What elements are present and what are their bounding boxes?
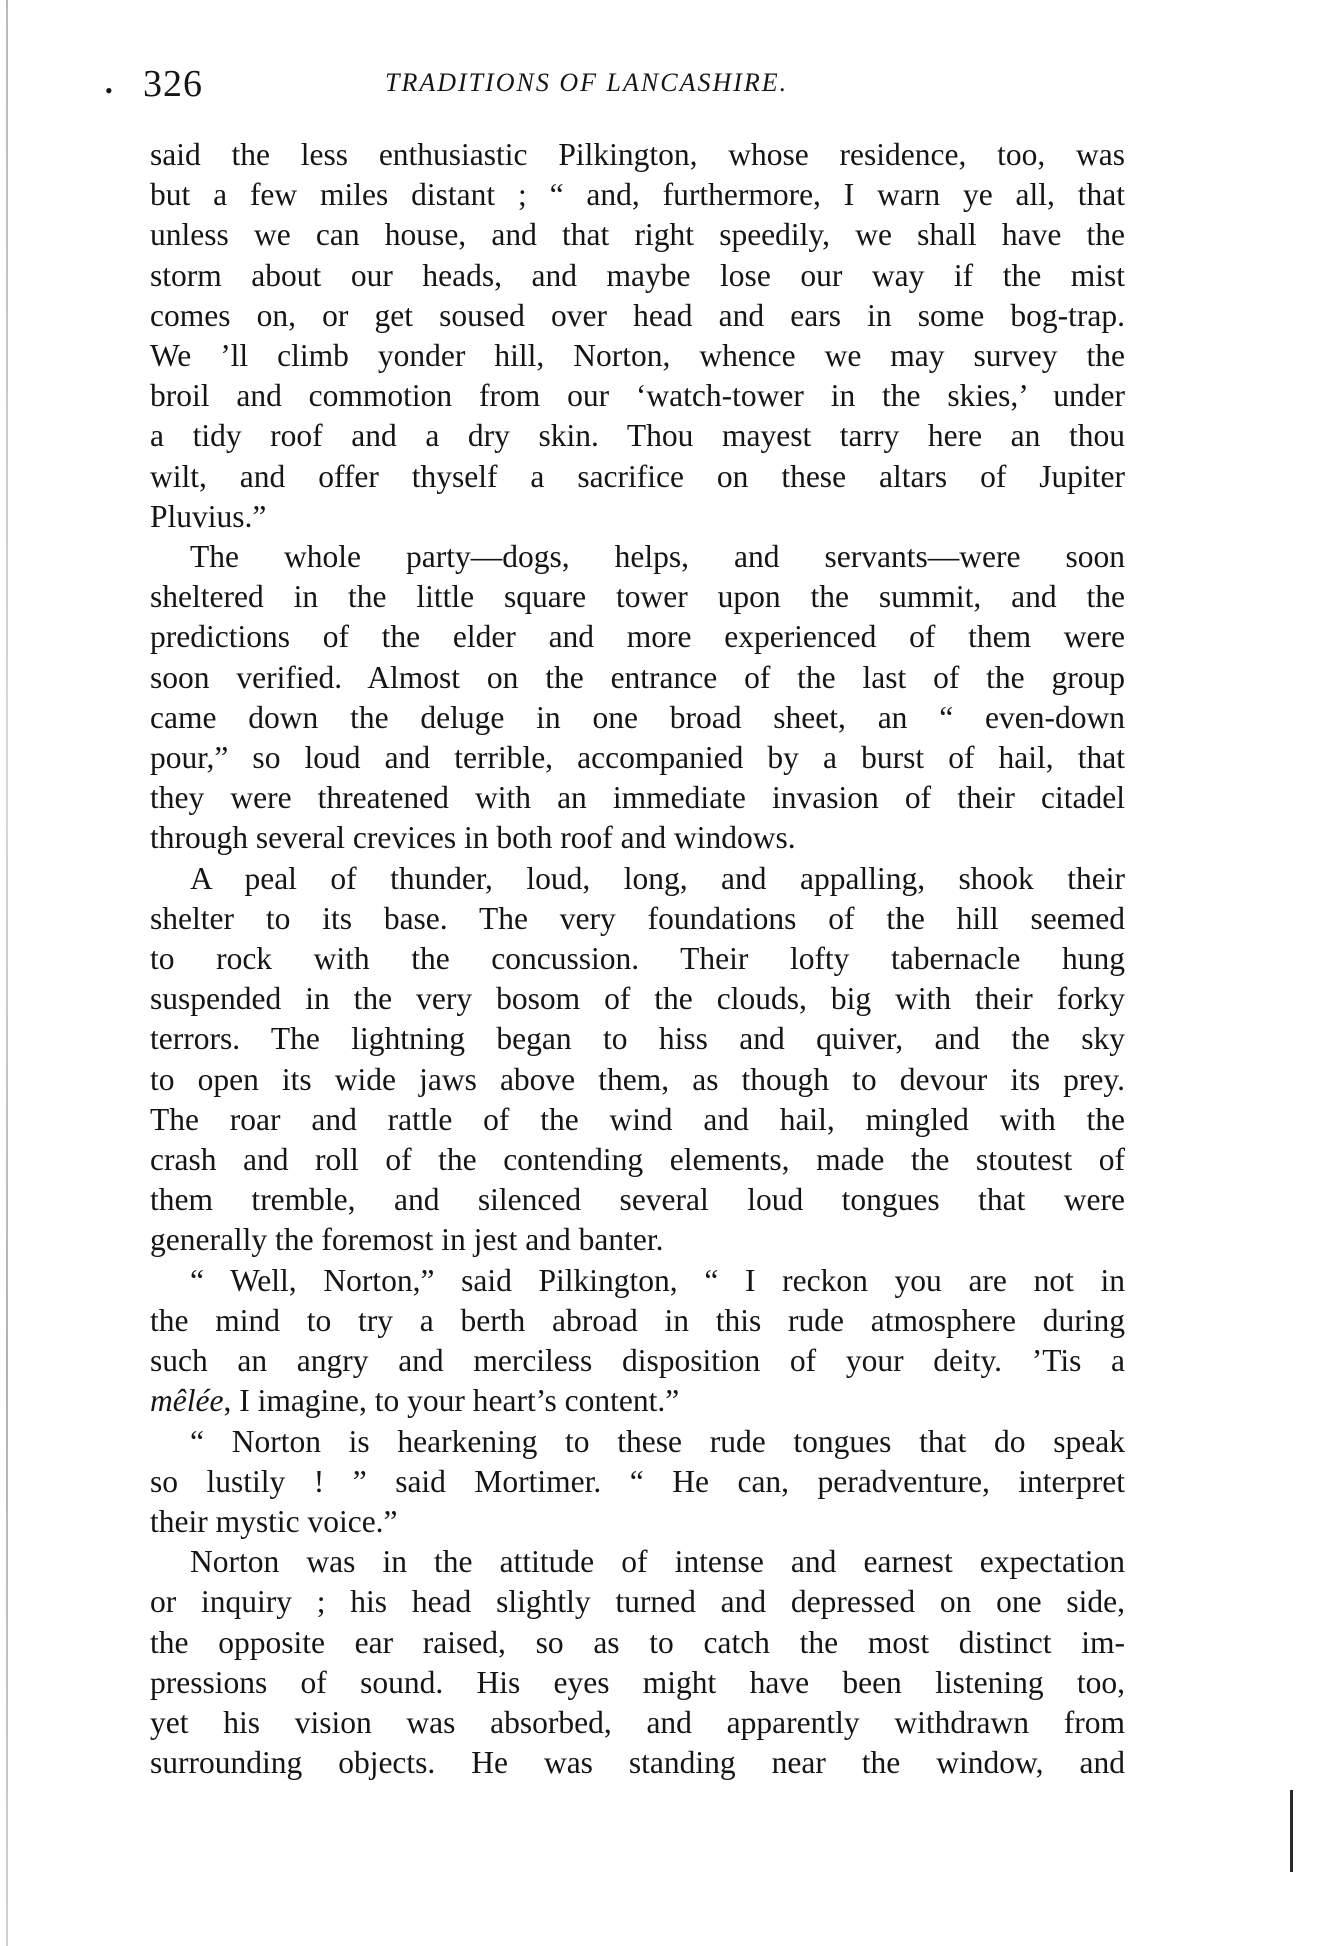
text-line: a tidy roof and a dry skin. Thou mayest tarry here an thou bbox=[150, 418, 1125, 454]
text-line: We ’ll climb yonder hill, Norton, whence we may survey the bbox=[150, 338, 1125, 374]
text-line: Norton was in the attitude of intense and earnest expectation bbox=[190, 1544, 1125, 1580]
text-line: sheltered in the little square tower upon the summit, and the bbox=[150, 579, 1125, 615]
text-line: terrors. The lightning began to hiss and quiver, and the sky bbox=[150, 1021, 1125, 1057]
running-head: TRADITIONS OF LANCASHIRE. bbox=[385, 68, 789, 97]
text-line: said the less enthusiastic Pilkington, whose residence, too, was bbox=[150, 137, 1125, 172]
text-line: they were threatened with an immediate invasion of their citadel bbox=[150, 780, 1125, 816]
text-line: yet his vision was absorbed, and apparently withdrawn from bbox=[150, 1704, 1125, 1740]
gutter-edge bbox=[6, 0, 8, 1946]
paragraph bbox=[150, 1422, 1125, 1543]
text-line: to rock with the concussion. Their lofty tabernacle hung bbox=[150, 941, 1125, 977]
text-line: or inquiry ; his head slightly turned and depressed on one side, bbox=[150, 1584, 1125, 1620]
text-line: broil and commotion from our ‘watch-tower in the skies,’ under bbox=[150, 378, 1125, 414]
text-line: crash and roll of the contending elements, made the stoutest of bbox=[150, 1142, 1125, 1178]
text-line: wilt, and offer thyself a sacrifice on these altars of Jupiter bbox=[150, 458, 1125, 494]
paragraph bbox=[150, 1542, 1125, 1783]
text-line: Pluvius.” bbox=[150, 498, 267, 534]
paragraph bbox=[150, 537, 1125, 859]
text-line: but a few miles distant ; “ and, furthermore, I warn ye all, that bbox=[150, 177, 1125, 213]
text-line: unless we can house, and that right speedily, we shall have the bbox=[150, 217, 1125, 253]
text-line: storm about our heads, and maybe lose our way if the mist bbox=[150, 257, 1125, 293]
margin-rule bbox=[1290, 1790, 1293, 1872]
text-line: such an angry and merciless disposition of your deity. ’Tis a bbox=[150, 1343, 1125, 1379]
text-line: The roar and rattle of the wind and hail, mingled with the bbox=[150, 1101, 1125, 1137]
text-line: predictions of the elder and more experienced of them were bbox=[150, 619, 1125, 655]
text-line: A peal of thunder, loud, long, and appalling, shook their bbox=[190, 860, 1125, 896]
text-line: pressions of sound. His eyes might have been listening too, bbox=[150, 1664, 1125, 1700]
text-line: pour,” so loud and terrible, accompanied by a burst of hail, that bbox=[150, 740, 1125, 776]
page-header bbox=[105, 62, 1130, 112]
page-number: 326 bbox=[143, 63, 203, 105]
text-line: comes on, or get soused over head and ears in some bog-trap. bbox=[150, 297, 1125, 333]
text-line: the mind to try a berth abroad in this rude atmosphere during bbox=[150, 1302, 1125, 1338]
text-line: suspended in the very bosom of the clouds, big with their forky bbox=[150, 981, 1125, 1017]
text-line: generally the foremost in jest and banter. bbox=[150, 1222, 664, 1258]
text-line: their mystic voice.” bbox=[150, 1503, 398, 1539]
body-text bbox=[150, 135, 1125, 1783]
text-line: mêlée, I imagine, to your heart’s content.” bbox=[150, 1383, 680, 1419]
text-line: soon verified. Almost on the entrance of the last of the group bbox=[150, 659, 1125, 695]
text-line: shelter to its base. The very foundations of the hill seemed bbox=[150, 900, 1125, 936]
paragraph bbox=[150, 1261, 1125, 1422]
text-line: them tremble, and silenced several loud tongues that were bbox=[150, 1182, 1125, 1218]
header-bullet: • bbox=[105, 78, 113, 103]
text-line: The whole party—dogs, helps, and servants—were soon bbox=[190, 539, 1125, 575]
paragraph bbox=[150, 135, 1125, 537]
text-line: the opposite ear raised, so as to catch the most distinct im- bbox=[150, 1624, 1125, 1660]
text-line: came down the deluge in one broad sheet, an “ even-down bbox=[150, 699, 1125, 735]
text-line: “ Norton is hearkening to these rude tongues that do speak bbox=[190, 1423, 1125, 1459]
text-line: “ Well, Norton,” said Pilkington, “ I reckon you are not in bbox=[190, 1262, 1125, 1298]
text-line: to open its wide jaws above them, as though to devour its prey. bbox=[150, 1061, 1125, 1097]
text-line: surrounding objects. He was standing near the window, and bbox=[150, 1745, 1125, 1781]
paragraph bbox=[150, 859, 1125, 1261]
text-line: through several crevices in both roof and windows. bbox=[150, 820, 796, 856]
text-line: so lustily ! ” said Mortimer. “ He can, peradventure, interpret bbox=[150, 1463, 1125, 1499]
